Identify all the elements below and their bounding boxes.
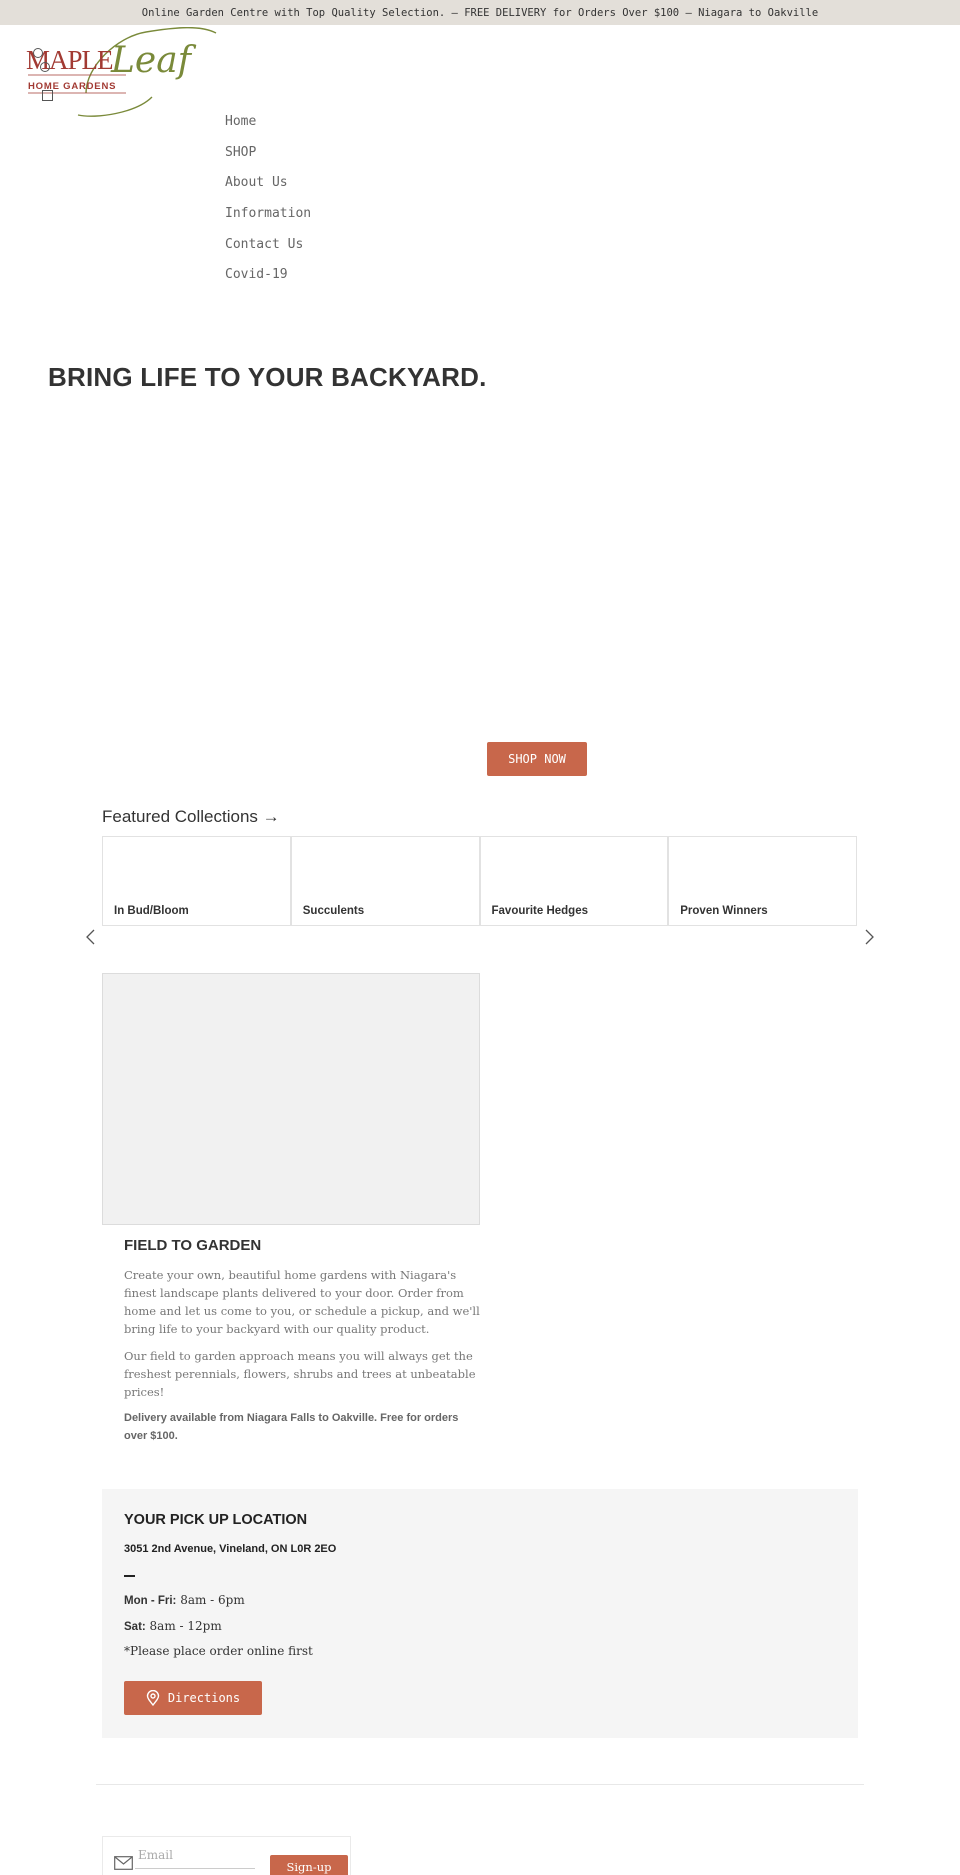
- hours-label: Sat:: [124, 1621, 146, 1633]
- carousel-prev-icon[interactable]: [84, 928, 98, 946]
- hours-value: 8am - 6pm: [176, 1593, 245, 1607]
- collection-label: Favourite Hedges: [491, 905, 588, 917]
- logo-graphic: [26, 27, 248, 119]
- feature-image-placeholder: [102, 973, 480, 1225]
- pickup-notice: *Please place order online first: [124, 1644, 313, 1658]
- directions-button[interactable]: [124, 1681, 262, 1715]
- nav-item-information[interactable]: Information: [225, 206, 312, 222]
- pickup-heading: YOUR PICK UP LOCATION: [124, 1512, 308, 1528]
- hero-title: BRING LIFE TO YOUR BACKYARD.: [48, 362, 487, 392]
- menu-toggle-icon[interactable]: [28, 48, 54, 106]
- newsletter-form: [102, 1836, 351, 1875]
- mail-icon: [114, 1856, 133, 1870]
- nav-item-about[interactable]: About Us: [225, 175, 288, 191]
- email-input[interactable]: [135, 1841, 255, 1869]
- directions-label: Directions: [167, 1691, 241, 1705]
- hours-label: Mon - Fri:: [124, 1595, 177, 1607]
- shop-now-button[interactable]: SHOP NOW: [487, 742, 587, 776]
- collections-carousel: [102, 836, 857, 926]
- nav-item-contact[interactable]: Contact Us: [225, 236, 304, 252]
- collection-card[interactable]: [291, 836, 480, 926]
- collection-label: Succulents: [302, 905, 365, 917]
- divider-dash: [124, 1575, 135, 1577]
- search-icon[interactable]: [40, 62, 50, 72]
- hours-value: 8am - 12pm: [145, 1619, 222, 1633]
- pickup-location-panel: [102, 1489, 858, 1738]
- hours-saturday: [124, 1619, 222, 1633]
- collection-card[interactable]: [668, 836, 857, 926]
- hours-weekdays: [124, 1593, 245, 1607]
- cart-icon[interactable]: [42, 90, 53, 101]
- announcement-bar: [0, 0, 960, 25]
- collection-card[interactable]: [480, 836, 669, 926]
- logo-script-text: Leaf: [111, 40, 191, 81]
- announcement-text: Online Garden Centre with Top Quality Selection. — FREE DELIVERY for Orders Over $100 — Niagara to Oakville: [141, 6, 819, 19]
- collection-label: In Bud/Bloom: [114, 905, 189, 917]
- account-icon[interactable]: [33, 48, 43, 58]
- signup-button[interactable]: Sign-up: [270, 1855, 348, 1875]
- footer-divider: [96, 1784, 864, 1785]
- carousel-next-icon[interactable]: [862, 928, 876, 946]
- collection-label: Proven Winners: [680, 905, 768, 917]
- site-logo[interactable]: [26, 27, 248, 119]
- logo-sub-text: HOME GARDENS: [28, 81, 117, 92]
- field-to-garden-heading: FIELD TO GARDEN: [124, 1237, 262, 1254]
- logo-main-text: MAPLE: [26, 45, 113, 75]
- field-to-garden-paragraph: Our field to garden approach means you will always get the freshest perennials, flowers, shrubs and trees at unbeatable prices!: [124, 1349, 476, 1399]
- delivery-note: Delivery available from Niagara Falls to Oakville. Free for orders over $100.: [124, 1412, 459, 1442]
- main-nav: [225, 110, 311, 294]
- nav-item-covid[interactable]: Covid-19: [225, 267, 288, 283]
- collection-card[interactable]: [102, 836, 291, 926]
- field-to-garden-paragraph: Create your own, beautiful home gardens with Niagara's finest landscape plants delivered to your door. Order from home and let us come to you, or schedule a pickup, and we'll bring life to your backyard with our quality product.: [124, 1268, 480, 1336]
- map-pin-icon: [146, 1690, 160, 1706]
- featured-collections-heading[interactable]: Featured Collections →: [102, 807, 280, 826]
- nav-item-home[interactable]: Home: [225, 114, 257, 129]
- pickup-address: 3051 2nd Avenue, Vineland, ON L0R 2EO: [124, 1543, 337, 1555]
- nav-item-shop[interactable]: SHOP: [225, 144, 257, 160]
